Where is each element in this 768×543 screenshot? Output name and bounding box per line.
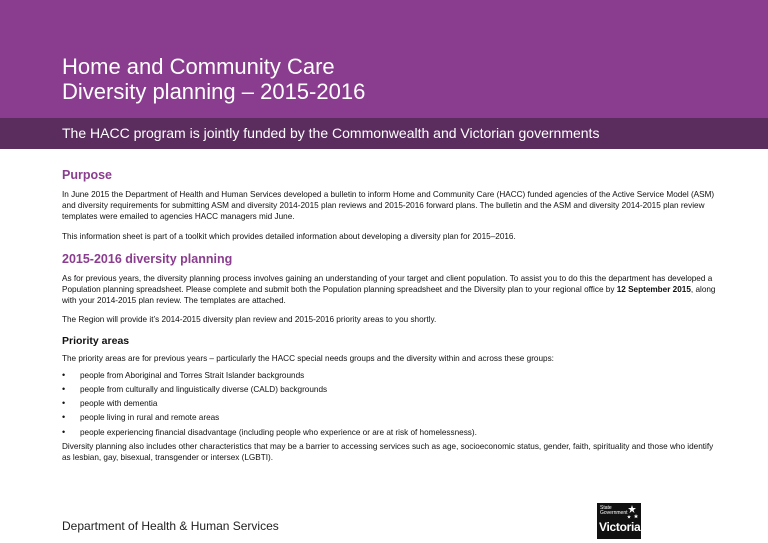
diversity-planning-section (62, 252, 722, 326)
purpose-paragraph-2: This information sheet is part of a toolkit which provides detailed information about developing a diversity plan for 2015–2016. (62, 231, 516, 241)
priority-outro: Diversity planning also includes other characteristics that may be a barrier to accessing services such as age, socioeconomic status, gender, faith, spirituality and those who identify as lesbian, gay, bisexual, transgender or intersex (LGBTI). (62, 441, 714, 463)
deadline-date: 12 September 2015 (616, 285, 691, 295)
list-item: • people experiencing financial disadvantage (including people who experience or are at risk of homelessness). (80, 427, 722, 438)
diversity-planning-paragraph-2: The Region will provide it’s 2014-2015 diversity plan review and 2015-2016 priority areas to you shortly. (62, 315, 437, 325)
list-item: • people with dementia (80, 398, 722, 409)
title-line-1: Home and Community Care (62, 54, 335, 79)
priority-intro: The priority areas are for previous years – particularly the HACC special needs groups and the diversity within and across these groups: (62, 353, 554, 363)
header-banner (0, 0, 768, 118)
victoria-government-logo (597, 503, 641, 539)
logo-text-state: State (600, 505, 612, 511)
list-item: • people living in rural and remote areas (80, 412, 722, 423)
department-name: Department of Health & Human Services (62, 519, 279, 533)
diversity-planning-heading: 2015-2016 diversity planning (62, 251, 233, 266)
logo-text-government: Government (600, 510, 628, 516)
purpose-section (62, 168, 722, 242)
priority-areas-heading: Priority areas (62, 334, 130, 347)
paragraph-text-start: As for previous years, the diversity planning process involves gaining an understanding of your target and client population. To assist you to do this the department has developed a Population planning spreadsheet. Please complete and submit both the Population planning spreadsheet and the Diversity plan to your regional office by (62, 273, 713, 295)
document-body (62, 168, 722, 471)
southern-cross-icon (625, 505, 639, 521)
logo-text-victoria: Victoria (599, 520, 641, 534)
priority-list (62, 370, 722, 438)
diversity-planning-paragraph-1 (62, 273, 722, 307)
funding-bar (0, 118, 768, 149)
list-item: • people from culturally and linguistically diverse (CALD) backgrounds (80, 384, 722, 395)
purpose-heading: Purpose (62, 168, 113, 182)
list-item: • people from Aboriginal and Torres Strait Islander backgrounds (80, 370, 722, 381)
document-title (62, 54, 365, 104)
funding-subtitle: The HACC program is jointly funded by the Commonwealth and Victorian governments (62, 125, 600, 141)
priority-areas-section (62, 335, 722, 464)
purpose-paragraph-1: In June 2015 the Department of Health and Human Services developed a bulletin to inform Home and Community Care (HACC) funded agencies of the Active Service Model (ASM) and diversity requirements for submitting ASM and diversity 2014-2015 plan reviews and 2015-2016 forward plans. The bulletin and the ASM and diversity 2014-2015 plan review templates were emailed to agencies HACC managers mid June. (62, 190, 715, 222)
paragraph-text-end: , along with your 2014-2015 plan review. The templates are attached. (62, 285, 716, 306)
title-line-2: Diversity planning – 2015-2016 (62, 79, 366, 104)
